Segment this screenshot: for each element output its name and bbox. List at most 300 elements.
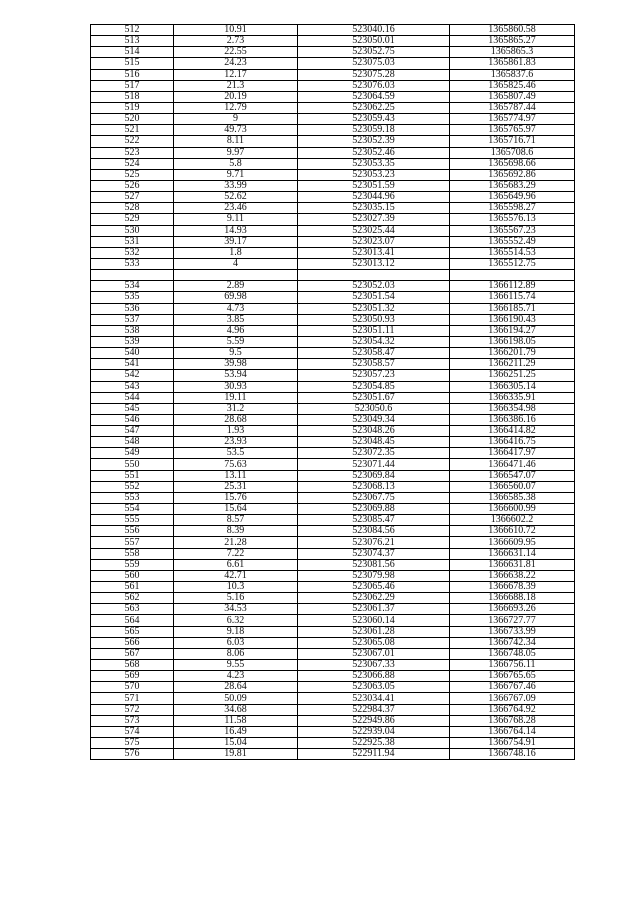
x-coordinate-cell: 523062.29 <box>298 593 450 604</box>
table-row <box>91 481 575 492</box>
point-number-cell: 537 <box>91 314 174 325</box>
distance-cell: 6.03 <box>174 637 298 648</box>
y-coordinate-cell: 1365860.58 <box>450 25 575 36</box>
table-row <box>91 36 575 47</box>
x-coordinate-cell: 523052.46 <box>298 147 450 158</box>
x-coordinate-cell: 523053.35 <box>298 158 450 169</box>
point-number-cell: 563 <box>91 604 174 615</box>
distance-cell: 9 <box>174 114 298 125</box>
x-coordinate-cell: 522939.04 <box>298 726 450 737</box>
table-row <box>91 25 575 36</box>
y-coordinate-cell: 1366756.11 <box>450 660 575 671</box>
point-number-cell: 544 <box>91 392 174 403</box>
table-row <box>91 682 575 693</box>
point-number-cell: 550 <box>91 459 174 470</box>
x-coordinate-cell: 523075.28 <box>298 69 450 80</box>
table-row <box>91 314 575 325</box>
y-coordinate-cell: 1366251.25 <box>450 370 575 381</box>
distance-cell: 2.89 <box>174 281 298 292</box>
x-coordinate-cell: 522925.38 <box>298 738 450 749</box>
x-coordinate-cell: 523060.14 <box>298 615 450 626</box>
x-coordinate-cell: 523061.28 <box>298 626 450 637</box>
table-row <box>91 125 575 136</box>
table-row <box>91 526 575 537</box>
x-coordinate-cell: 523052.03 <box>298 281 450 292</box>
distance-cell: 9.55 <box>174 660 298 671</box>
table-row <box>91 258 575 269</box>
y-coordinate-cell: 1365861.83 <box>450 58 575 69</box>
x-coordinate-cell: 523050.6 <box>298 403 450 414</box>
x-coordinate-cell: 523069.84 <box>298 470 450 481</box>
empty-cell <box>298 270 450 281</box>
x-coordinate-cell: 523064.59 <box>298 91 450 102</box>
point-number-cell: 536 <box>91 303 174 314</box>
table-row <box>91 637 575 648</box>
table-row <box>91 303 575 314</box>
y-coordinate-cell: 1365825.46 <box>450 80 575 91</box>
distance-cell: 5.59 <box>174 336 298 347</box>
y-coordinate-cell: 1366585.38 <box>450 492 575 503</box>
distance-cell: 9.5 <box>174 348 298 359</box>
coordinate-table-body <box>91 25 575 760</box>
y-coordinate-cell: 1366727.77 <box>450 615 575 626</box>
y-coordinate-cell: 1366185.71 <box>450 303 575 314</box>
y-coordinate-cell: 1366631.14 <box>450 548 575 559</box>
x-coordinate-cell: 523051.11 <box>298 325 450 336</box>
point-number-cell: 545 <box>91 403 174 414</box>
point-number-cell: 571 <box>91 693 174 704</box>
y-coordinate-cell: 1365716.71 <box>450 136 575 147</box>
y-coordinate-cell: 1366688.18 <box>450 593 575 604</box>
table-row <box>91 593 575 604</box>
point-number-cell: 570 <box>91 682 174 693</box>
point-number-cell: 574 <box>91 726 174 737</box>
x-coordinate-cell: 523058.47 <box>298 348 450 359</box>
empty-cell <box>91 270 174 281</box>
distance-cell: 14.93 <box>174 225 298 236</box>
y-coordinate-cell: 1365683.29 <box>450 180 575 191</box>
distance-cell: 9.11 <box>174 214 298 225</box>
distance-cell: 39.17 <box>174 236 298 247</box>
point-number-cell: 565 <box>91 626 174 637</box>
point-number-cell: 576 <box>91 749 174 760</box>
distance-cell: 15.76 <box>174 492 298 503</box>
y-coordinate-cell: 1365598.27 <box>450 203 575 214</box>
point-number-cell: 539 <box>91 336 174 347</box>
table-row <box>91 392 575 403</box>
y-coordinate-cell: 1366631.81 <box>450 559 575 570</box>
distance-cell: 8.06 <box>174 648 298 659</box>
table-row <box>91 492 575 503</box>
x-coordinate-cell: 523076.03 <box>298 80 450 91</box>
distance-cell: 75.63 <box>174 459 298 470</box>
table-row <box>91 414 575 425</box>
y-coordinate-cell: 1366194.27 <box>450 325 575 336</box>
table-row <box>91 548 575 559</box>
x-coordinate-cell: 522911.94 <box>298 749 450 760</box>
distance-cell: 3.85 <box>174 314 298 325</box>
y-coordinate-cell: 1366754.91 <box>450 738 575 749</box>
distance-cell: 50.09 <box>174 693 298 704</box>
distance-cell: 9.97 <box>174 147 298 158</box>
distance-cell: 30.93 <box>174 381 298 392</box>
distance-cell: 23.93 <box>174 437 298 448</box>
distance-cell: 8.39 <box>174 526 298 537</box>
x-coordinate-cell: 523025.44 <box>298 225 450 236</box>
distance-cell: 8.11 <box>174 136 298 147</box>
x-coordinate-cell: 523065.46 <box>298 582 450 593</box>
distance-cell: 19.11 <box>174 392 298 403</box>
x-coordinate-cell: 523062.25 <box>298 102 450 113</box>
table-row <box>91 559 575 570</box>
point-number-cell: 521 <box>91 125 174 136</box>
x-coordinate-cell: 523052.39 <box>298 136 450 147</box>
point-number-cell: 518 <box>91 91 174 102</box>
point-number-cell: 529 <box>91 214 174 225</box>
distance-cell: 4.73 <box>174 303 298 314</box>
distance-cell: 53.5 <box>174 448 298 459</box>
x-coordinate-cell: 523050.01 <box>298 36 450 47</box>
table-row <box>91 660 575 671</box>
point-number-cell: 517 <box>91 80 174 91</box>
x-coordinate-cell: 523013.12 <box>298 258 450 269</box>
table-row <box>91 570 575 581</box>
distance-cell: 13.11 <box>174 470 298 481</box>
x-coordinate-cell: 522949.86 <box>298 715 450 726</box>
x-coordinate-cell: 523053.23 <box>298 169 450 180</box>
x-coordinate-cell: 523059.18 <box>298 125 450 136</box>
distance-cell: 21.3 <box>174 80 298 91</box>
table-row <box>91 158 575 169</box>
x-coordinate-cell: 523085.47 <box>298 515 450 526</box>
table-row <box>91 225 575 236</box>
x-coordinate-cell: 523044.96 <box>298 192 450 203</box>
y-coordinate-cell: 1366693.26 <box>450 604 575 615</box>
y-coordinate-cell: 1366765.65 <box>450 671 575 682</box>
table-row <box>91 671 575 682</box>
x-coordinate-cell: 523075.03 <box>298 58 450 69</box>
distance-cell: 5.16 <box>174 593 298 604</box>
table-row <box>91 381 575 392</box>
x-coordinate-cell: 523049.34 <box>298 414 450 425</box>
x-coordinate-cell: 523067.75 <box>298 492 450 503</box>
point-number-cell: 546 <box>91 414 174 425</box>
y-coordinate-cell: 1365512.75 <box>450 258 575 269</box>
x-coordinate-cell: 523052.75 <box>298 47 450 58</box>
y-coordinate-cell: 1366386.16 <box>450 414 575 425</box>
table-row <box>91 537 575 548</box>
point-number-cell: 542 <box>91 370 174 381</box>
y-coordinate-cell: 1366748.16 <box>450 749 575 760</box>
distance-cell: 28.64 <box>174 682 298 693</box>
y-coordinate-cell: 1366417.97 <box>450 448 575 459</box>
distance-cell: 9.18 <box>174 626 298 637</box>
point-number-cell: 535 <box>91 292 174 303</box>
distance-cell: 52.62 <box>174 192 298 203</box>
point-number-cell: 540 <box>91 348 174 359</box>
distance-cell: 9.71 <box>174 169 298 180</box>
distance-cell: 24.23 <box>174 58 298 69</box>
point-number-cell: 534 <box>91 281 174 292</box>
distance-cell: 12.79 <box>174 102 298 113</box>
point-number-cell: 512 <box>91 25 174 36</box>
table-row <box>91 704 575 715</box>
distance-cell: 23.46 <box>174 203 298 214</box>
table-row <box>91 180 575 191</box>
x-coordinate-cell: 523061.37 <box>298 604 450 615</box>
distance-cell: 4 <box>174 258 298 269</box>
x-coordinate-cell: 523051.67 <box>298 392 450 403</box>
table-row <box>91 693 575 704</box>
table-row <box>91 114 575 125</box>
point-number-cell: 524 <box>91 158 174 169</box>
point-number-cell: 527 <box>91 192 174 203</box>
table-row <box>91 726 575 737</box>
y-coordinate-cell: 1365865.27 <box>450 36 575 47</box>
distance-cell: 10.3 <box>174 582 298 593</box>
point-number-cell: 560 <box>91 570 174 581</box>
point-number-cell: 548 <box>91 437 174 448</box>
table-row <box>91 47 575 58</box>
point-number-cell: 572 <box>91 704 174 715</box>
table-row <box>91 147 575 158</box>
distance-cell: 21.28 <box>174 537 298 548</box>
y-coordinate-cell: 1365649.96 <box>450 192 575 203</box>
table-row <box>91 504 575 515</box>
y-coordinate-cell: 1366547.07 <box>450 470 575 481</box>
point-number-cell: 526 <box>91 180 174 191</box>
table-row <box>91 325 575 336</box>
distance-cell: 7.22 <box>174 548 298 559</box>
distance-cell: 28.68 <box>174 414 298 425</box>
x-coordinate-cell: 523079.98 <box>298 570 450 581</box>
x-coordinate-cell: 523013.41 <box>298 247 450 258</box>
point-number-cell: 559 <box>91 559 174 570</box>
x-coordinate-cell: 523084.56 <box>298 526 450 537</box>
distance-cell: 33.99 <box>174 180 298 191</box>
table-row <box>91 738 575 749</box>
distance-cell: 39.98 <box>174 359 298 370</box>
point-number-cell: 531 <box>91 236 174 247</box>
table-row <box>91 58 575 69</box>
x-coordinate-cell: 523048.26 <box>298 426 450 437</box>
empty-cell <box>174 270 298 281</box>
table-row <box>91 403 575 414</box>
y-coordinate-cell: 1366748.05 <box>450 648 575 659</box>
y-coordinate-cell: 1366201.79 <box>450 348 575 359</box>
table-row <box>91 370 575 381</box>
table-row <box>91 91 575 102</box>
empty-cell <box>450 270 575 281</box>
table-row <box>91 247 575 258</box>
x-coordinate-cell: 523072.35 <box>298 448 450 459</box>
y-coordinate-cell: 1366768.28 <box>450 715 575 726</box>
x-coordinate-cell: 523035.15 <box>298 203 450 214</box>
point-number-cell: 569 <box>91 671 174 682</box>
y-coordinate-cell: 1365698.66 <box>450 158 575 169</box>
point-number-cell: 520 <box>91 114 174 125</box>
point-number-cell: 557 <box>91 537 174 548</box>
table-row <box>91 136 575 147</box>
point-number-cell: 533 <box>91 258 174 269</box>
point-number-cell: 555 <box>91 515 174 526</box>
point-number-cell: 547 <box>91 426 174 437</box>
point-number-cell: 522 <box>91 136 174 147</box>
distance-cell: 31.2 <box>174 403 298 414</box>
table-row <box>91 69 575 80</box>
x-coordinate-cell: 523068.13 <box>298 481 450 492</box>
x-coordinate-cell: 523057.23 <box>298 370 450 381</box>
y-coordinate-cell: 1366609.95 <box>450 537 575 548</box>
x-coordinate-cell: 523058.57 <box>298 359 450 370</box>
point-number-cell: 567 <box>91 648 174 659</box>
point-number-cell: 538 <box>91 325 174 336</box>
distance-cell: 1.8 <box>174 247 298 258</box>
distance-cell: 2.73 <box>174 36 298 47</box>
y-coordinate-cell: 1366190.43 <box>450 314 575 325</box>
point-number-cell: 543 <box>91 381 174 392</box>
x-coordinate-cell: 523067.01 <box>298 648 450 659</box>
table-row <box>91 448 575 459</box>
point-number-cell: 528 <box>91 203 174 214</box>
table-row <box>91 214 575 225</box>
table-row <box>91 281 575 292</box>
y-coordinate-cell: 1366112.89 <box>450 281 575 292</box>
y-coordinate-cell: 1366471.46 <box>450 459 575 470</box>
x-coordinate-cell: 523066.88 <box>298 671 450 682</box>
point-number-cell: 541 <box>91 359 174 370</box>
distance-cell: 5.8 <box>174 158 298 169</box>
x-coordinate-cell: 523069.88 <box>298 504 450 515</box>
table-row <box>91 626 575 637</box>
x-coordinate-cell: 523051.32 <box>298 303 450 314</box>
point-number-cell: 575 <box>91 738 174 749</box>
distance-cell: 42.71 <box>174 570 298 581</box>
table-row <box>91 336 575 347</box>
x-coordinate-cell: 523067.33 <box>298 660 450 671</box>
y-coordinate-cell: 1365552.49 <box>450 236 575 247</box>
point-number-cell: 566 <box>91 637 174 648</box>
table-row <box>91 470 575 481</box>
y-coordinate-cell: 1365765.97 <box>450 125 575 136</box>
table-row <box>91 459 575 470</box>
distance-cell: 25.31 <box>174 481 298 492</box>
y-coordinate-cell: 1366560.07 <box>450 481 575 492</box>
point-number-cell: 562 <box>91 593 174 604</box>
y-coordinate-cell: 1365837.6 <box>450 69 575 80</box>
y-coordinate-cell: 1366600.99 <box>450 504 575 515</box>
table-row <box>91 80 575 91</box>
distance-cell: 15.64 <box>174 504 298 515</box>
table-row <box>91 715 575 726</box>
table-row <box>91 426 575 437</box>
distance-cell: 22.55 <box>174 47 298 58</box>
point-number-cell: 556 <box>91 526 174 537</box>
x-coordinate-cell: 523048.45 <box>298 437 450 448</box>
x-coordinate-cell: 523034.41 <box>298 693 450 704</box>
x-coordinate-cell: 523059.43 <box>298 114 450 125</box>
x-coordinate-cell: 523040.16 <box>298 25 450 36</box>
y-coordinate-cell: 1366416.75 <box>450 437 575 448</box>
distance-cell: 49.73 <box>174 125 298 136</box>
y-coordinate-cell: 1365567.23 <box>450 225 575 236</box>
y-coordinate-cell: 1365807.49 <box>450 91 575 102</box>
y-coordinate-cell: 1366305.14 <box>450 381 575 392</box>
point-number-cell: 549 <box>91 448 174 459</box>
y-coordinate-cell: 1366767.46 <box>450 682 575 693</box>
y-coordinate-cell: 1365708.6 <box>450 147 575 158</box>
point-number-cell: 525 <box>91 169 174 180</box>
y-coordinate-cell: 1366638.22 <box>450 570 575 581</box>
x-coordinate-cell: 523027.39 <box>298 214 450 225</box>
y-coordinate-cell: 1366733.99 <box>450 626 575 637</box>
y-coordinate-cell: 1366764.14 <box>450 726 575 737</box>
table-row <box>91 648 575 659</box>
point-number-cell: 553 <box>91 492 174 503</box>
y-coordinate-cell: 1365576.13 <box>450 214 575 225</box>
table-row <box>91 437 575 448</box>
table-row <box>91 749 575 760</box>
y-coordinate-cell: 1366115.74 <box>450 292 575 303</box>
distance-cell: 15.04 <box>174 738 298 749</box>
x-coordinate-cell: 523054.32 <box>298 336 450 347</box>
distance-cell: 4.96 <box>174 325 298 336</box>
distance-cell: 10.91 <box>174 25 298 36</box>
x-coordinate-cell: 523051.59 <box>298 180 450 191</box>
point-number-cell: 558 <box>91 548 174 559</box>
table-row <box>91 615 575 626</box>
table-row <box>91 192 575 203</box>
table-row <box>91 102 575 113</box>
table-row <box>91 515 575 526</box>
point-number-cell: 530 <box>91 225 174 236</box>
point-number-cell: 516 <box>91 69 174 80</box>
table-row <box>91 582 575 593</box>
distance-cell: 16.49 <box>174 726 298 737</box>
table-row <box>91 169 575 180</box>
y-coordinate-cell: 1366198.05 <box>450 336 575 347</box>
y-coordinate-cell: 1365514.53 <box>450 247 575 258</box>
y-coordinate-cell: 1365865.3 <box>450 47 575 58</box>
y-coordinate-cell: 1366610.72 <box>450 526 575 537</box>
x-coordinate-cell: 523063.05 <box>298 682 450 693</box>
table-row <box>91 292 575 303</box>
table-row <box>91 236 575 247</box>
x-coordinate-cell: 523054.85 <box>298 381 450 392</box>
y-coordinate-cell: 1366354.98 <box>450 403 575 414</box>
point-number-cell: 573 <box>91 715 174 726</box>
table-row <box>91 359 575 370</box>
point-number-cell: 532 <box>91 247 174 258</box>
y-coordinate-cell: 1365774.97 <box>450 114 575 125</box>
x-coordinate-cell: 523071.44 <box>298 459 450 470</box>
x-coordinate-cell: 523076.21 <box>298 537 450 548</box>
x-coordinate-cell: 523050.93 <box>298 314 450 325</box>
y-coordinate-cell: 1366335.91 <box>450 392 575 403</box>
table-row <box>91 348 575 359</box>
x-coordinate-cell: 523065.08 <box>298 637 450 648</box>
distance-cell: 20.19 <box>174 91 298 102</box>
point-number-cell: 513 <box>91 36 174 47</box>
y-coordinate-cell: 1366767.09 <box>450 693 575 704</box>
table-row <box>91 604 575 615</box>
distance-cell: 34.53 <box>174 604 298 615</box>
table-row <box>91 203 575 214</box>
y-coordinate-cell: 1366678.39 <box>450 582 575 593</box>
y-coordinate-cell: 1366764.92 <box>450 704 575 715</box>
point-number-cell: 554 <box>91 504 174 515</box>
coordinate-table <box>90 24 575 760</box>
